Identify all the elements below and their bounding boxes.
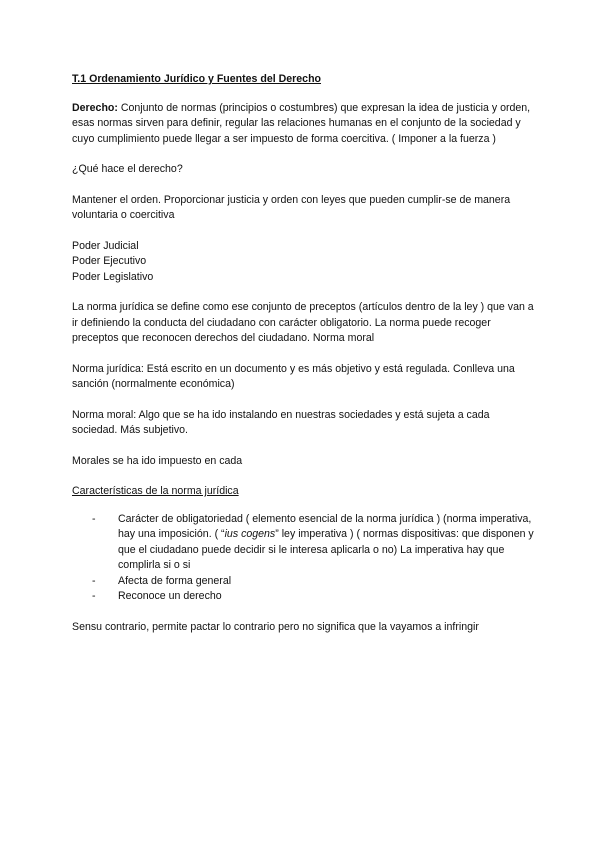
answer-text: Mantener el orden. Proporcionar justicia y orden con leyes que pueden cumplir-se de manera voluntaria o coercitiva — [72, 193, 511, 221]
list-item-obligatoriedad — [72, 512, 534, 574]
norma-moral-paragraph: Norma moral: Algo que se ha ido instalando en nuestras sociedades y está sujeta a cada sociedad. Más subjetivo. — [72, 408, 490, 436]
power-ejecutivo: Poder Ejecutivo — [72, 255, 147, 267]
derecho-definition-text: Conjunto de normas (principios o costumbres) que expresan la idea de justicia y orden, esas normas sirven para definir, regular las relaciones humanas en el conjunto de la sociedad y cuyo cumplimiento puede llegar a ser impuesto de forma coercitiva. ( Imponer a la fuerza ) — [72, 101, 531, 145]
item1-text-b: ” ley imperativa ) ( normas dispositivas: que disponen y que el ciudadano puede decidir si le interesa aplicarla o no) La imperativa hay que complirla si o si — [118, 528, 534, 571]
norma-juridica-definition: La norma jurídica se define como ese conjunto de preceptos (artículos dentro de la ley ) que van a ir definiendo la conducta del ciudadano con carácter obligatorio. La norma puede recoger preceptos que reconocen derechos del ciudadano. Norma moral — [72, 301, 534, 344]
power-legislativo: Poder Legislativo — [72, 270, 154, 283]
morales-paragraph: Morales se ha ido impuesto en cada — [72, 454, 243, 467]
power-judicial: Poder Judicial — [72, 239, 139, 252]
norma-juridica-paragraph: Norma jurídica: Está escrito en un documento y es más objetivo y está regulada. Conlleva una sanción (normalmente económica) — [72, 362, 515, 390]
derecho-definition — [72, 101, 534, 148]
caracteristicas-heading: Características de la norma jurídica — [72, 485, 239, 497]
question-text: ¿Qué hace el derecho? — [72, 163, 183, 175]
list-item-general: - Afecta de forma general — [72, 574, 534, 590]
list-item-derecho: - Reconoce un derecho — [72, 589, 534, 605]
derecho-term: Derecho: — [72, 101, 118, 114]
document-title: T.1 Ordenamiento Jurídico y Fuentes del Derecho — [72, 73, 322, 85]
powers-list — [72, 239, 534, 286]
document-page — [72, 72, 534, 650]
caracteristicas-list — [72, 512, 534, 605]
item1-text-a: Carácter de obligatoriedad ( elemento esencial de la norma jurídica ) (norma imperativa, hay una imposición. ( “ — [118, 512, 532, 540]
sensu-contrario-paragraph: Sensu contrario, permite pactar lo contrario pero no significa que la vayamos a infringir — [72, 620, 479, 633]
item1-italic-term: ius cogens — [224, 528, 276, 540]
